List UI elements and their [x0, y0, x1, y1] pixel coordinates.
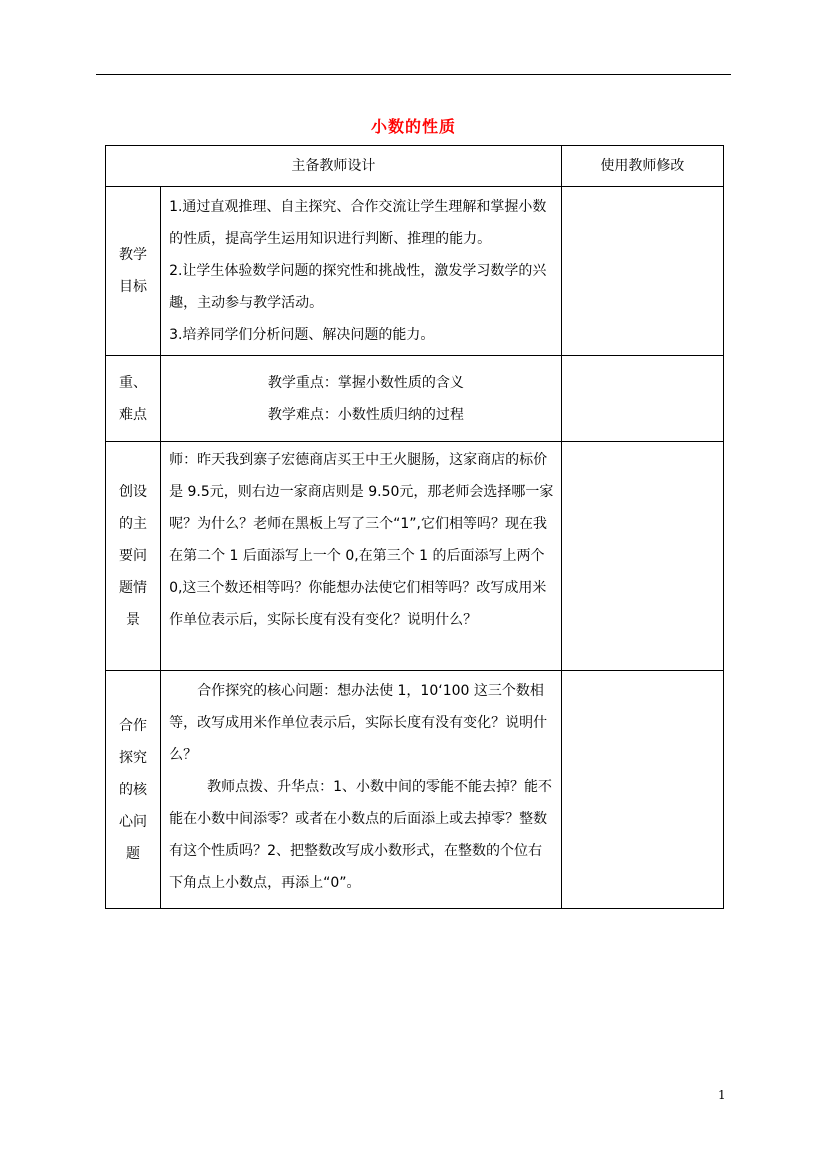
scenario-content	[161, 442, 562, 671]
core-edit-cell[interactable]	[561, 671, 723, 909]
scenario-text: 师：昨天我到寨子宏德商店买王中王火腿肠，这家商店的标价是 9.5元，则右边一家商店则是 9.50元，那老师会选择哪一家呢？为什么？老师在黑板上写了三个“1”,它们相等吗？现在我在第二个 1 后面添写上一个 0,在第三个 1 的后面添写上两个 0,这三个数还相等吗？你能想办法使它们相等吗？改写成用米作单位表示后，实际长度有没有变化？说明什么？	[169, 452, 554, 628]
core-paragraph: 合作探究的核心问题：想办法使 1，10‘100 这三个数相等，改写成用米作单位表示后，实际长度有没有变化？说明什么？	[169, 683, 548, 763]
document-title: 小数的性质	[370, 117, 456, 136]
scenario-label: 创设的主要问题情景	[119, 484, 148, 628]
key-points-label: 重、难点	[119, 374, 148, 423]
table-row-key-points	[106, 356, 724, 442]
table-header-row	[106, 146, 724, 187]
lesson-plan-table	[105, 145, 724, 909]
objective-line: 3.培养同学们分析问题、解决问题的能力。	[169, 327, 435, 343]
objectives-label: 教学目标	[119, 247, 148, 295]
table-row-core-question	[106, 671, 724, 909]
main-teacher-design-header: 主备教师设计	[106, 146, 562, 187]
objectives-edit-cell[interactable]	[561, 187, 723, 356]
core-content	[161, 671, 562, 909]
objectives-label-cell	[106, 187, 161, 356]
key-points-label-cell	[106, 356, 161, 442]
guidance-paragraph: 教师点拨、升华点：1、小数中间的零能不能去掉？能不能在小数中间添零？或者在小数点的后面添上或去掉零？整数有这个性质吗？2、把整数改写成小数形式，在整数的个位右下角点上小数点，再添上“0”。	[169, 779, 552, 891]
page-number: 1	[718, 1088, 726, 1102]
objective-line: 1.通过直观推理、自主探究、合作交流让学生理解和掌握小数的性质，提高学生运用知识进行判断、推理的能力。	[169, 199, 547, 247]
scenario-edit-cell[interactable]	[561, 442, 723, 671]
key-points-edit-cell[interactable]	[561, 356, 723, 442]
core-label: 合作探究的核心问题	[119, 717, 148, 862]
scenario-label-cell	[106, 442, 161, 671]
using-teacher-edit-header: 使用教师修改	[561, 146, 723, 187]
objectives-content	[161, 187, 562, 356]
key-point-line: 教学重点：掌握小数性质的含义	[267, 374, 464, 391]
objective-line: 2.让学生体验数学问题的探究性和挑战性，激发学习数学的兴趣，主动参与教学活动。	[169, 263, 547, 311]
table-row-scenario	[106, 442, 724, 671]
key-points-content	[161, 356, 562, 442]
table-row-objectives	[106, 187, 724, 356]
header-rule	[96, 74, 731, 75]
difficult-point-line: 教学难点：小数性质归纳的过程	[267, 406, 464, 423]
core-label-cell	[106, 671, 161, 909]
